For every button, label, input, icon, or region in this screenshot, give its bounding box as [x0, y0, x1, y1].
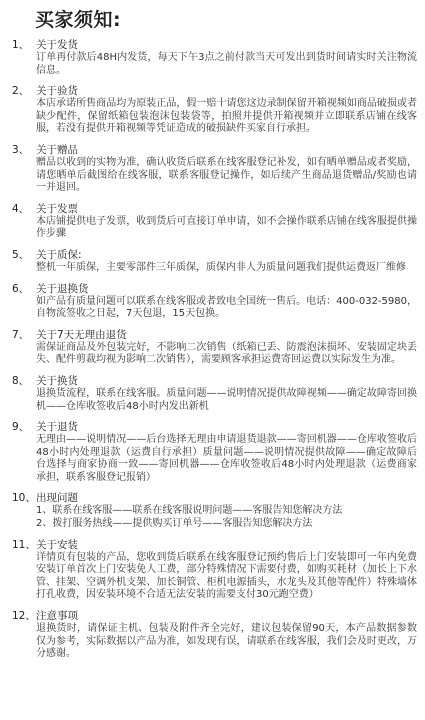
section-heading: 关于验货	[36, 85, 78, 98]
notice-return	[12, 421, 417, 484]
section-text: 本店承诺所售商品均为原装正品，假一赔十请您这边录制保留开箱视频如商品破损或者缺少配件，保留纸箱包装泡沫包装袋等，拍照并提供开箱视频并立即联系店铺在线客服，若没有提供开箱视频等凭证造成的破损缺件买家自行承担。	[36, 98, 417, 135]
notice-precautions	[12, 610, 417, 661]
section-number: 1、	[12, 39, 30, 51]
section-number: 6、	[12, 282, 30, 295]
section-number: 11、	[12, 538, 36, 551]
section-heading: 关于退换货	[36, 282, 89, 295]
section-number: 5、	[12, 248, 30, 261]
section-heading: 关于退货	[36, 421, 78, 434]
section-number: 2、	[12, 85, 30, 98]
section-number: 10、	[12, 492, 36, 505]
section-text: 需保证商品及外包装完好，不影响二次销售（纸箱已丢、防震泡沫损坏、安装固定块丢失、配件剪裁均视为影响二次销售），需要顾客承担运费寄回运费以实际发生为准。	[36, 341, 417, 366]
section-text: 本店铺提供电子发票，收到货后可直接订单申请，如不会操作联系店铺在线客服提供操作步骤	[36, 215, 417, 240]
section-text: 退换货流程，联系在线客服。质量问题——说明情况提供故障视频——确定故障寄回换机——仓库收签收后48小时内发出新机	[36, 387, 417, 412]
section-line: 2、拨打服务热线——提供购买订单号——客服告知您解决方法	[36, 518, 313, 530]
section-text: 整机一年质保，主要零部件三年质保，质保内非人为质量问题我们提供运费返厂维修	[36, 261, 406, 273]
section-number: 3、	[12, 143, 30, 156]
notice-warranty	[12, 249, 417, 275]
section-heading: 关于换货	[36, 374, 78, 387]
notice-returns-exchanges	[12, 283, 417, 321]
notice-7day-return	[12, 329, 417, 367]
notice-installation	[12, 539, 417, 602]
section-text: 无理由——说明情况——后台选择无理由申请退货退款——寄回机器——仓库收签收后48小时内处理退款（运费自行承担）质量问题——说明情况提供故障——确定故障后台选择与商家协商一致——寄回机器——仓库收签收后48小时内处理退款（运费商家承担，联系客服登记报销）	[36, 434, 417, 483]
section-text: 退换货时，请保证主机、包装及附件齐全完好，建议包装保留90天，本产品数据参数仅为参考，实际数据以产品为准，如发现有误，请联系在线客服，我们会及时更改，万分感谢。	[36, 623, 417, 660]
section-line: 1、联系在线客服——联系在线客服说明问题——客服告知您解决方法	[36, 505, 343, 517]
section-text: 订单再付款后48H内发货，每天下午3点之前付款当天可发出到货时间请实时关注物流信息。	[36, 52, 417, 76]
section-text: 赠品以收到的实物为准，确认收货后联系在线客服登记补发，如有晒单赠品或者奖励，请您晒单后截图给在线客服，联系客服登记操作，如后续产生商品退货赠品/奖励也请一并退回。	[36, 156, 417, 194]
section-heading: 关于发货	[36, 39, 78, 51]
section-heading: 关于7天无理由退货	[36, 328, 127, 341]
section-heading: 关于赠品	[36, 143, 78, 156]
notice-shipping	[12, 39, 417, 77]
notice-exchange	[12, 375, 417, 413]
section-heading: 关于安装	[36, 538, 78, 551]
section-number: 7、	[12, 328, 30, 341]
section-heading: 关于发票	[36, 202, 78, 215]
section-heading: 注意事项	[36, 610, 78, 623]
section-text: 如产品有质量问题可以联系在线客服或者致电全国统一售后。电话：400-032-5980，自物流签收之日起，7天包退，15天包换。	[36, 295, 417, 320]
notice-list	[12, 39, 417, 661]
section-heading: 关于质保:	[36, 248, 82, 261]
notice-gifts	[12, 144, 417, 195]
section-text: 详情页有包装的产品，您收到货后联系在线客服登记预约售后上门安装即可一年内免费安装订单首次上门安装免人工费，部分特殊情况下需要付费，如购买耗材（加长上下水管、挂架、空调外机支架、加长铜管、柜机电源插头，水龙头及其他等配件）特殊墙体打孔收费，因安装环境不合适无法安装的需要支付30元跑空费）	[36, 551, 417, 601]
section-number: 12、	[12, 610, 36, 623]
section-heading: 出现问题	[36, 492, 78, 505]
notice-invoice	[12, 203, 417, 241]
section-number: 4、	[12, 202, 30, 215]
notice-problems	[12, 492, 417, 530]
notice-inspection	[12, 85, 417, 136]
section-number: 9、	[12, 421, 30, 434]
page-title: 买家须知:	[35, 9, 122, 31]
section-number: 8、	[12, 374, 30, 387]
